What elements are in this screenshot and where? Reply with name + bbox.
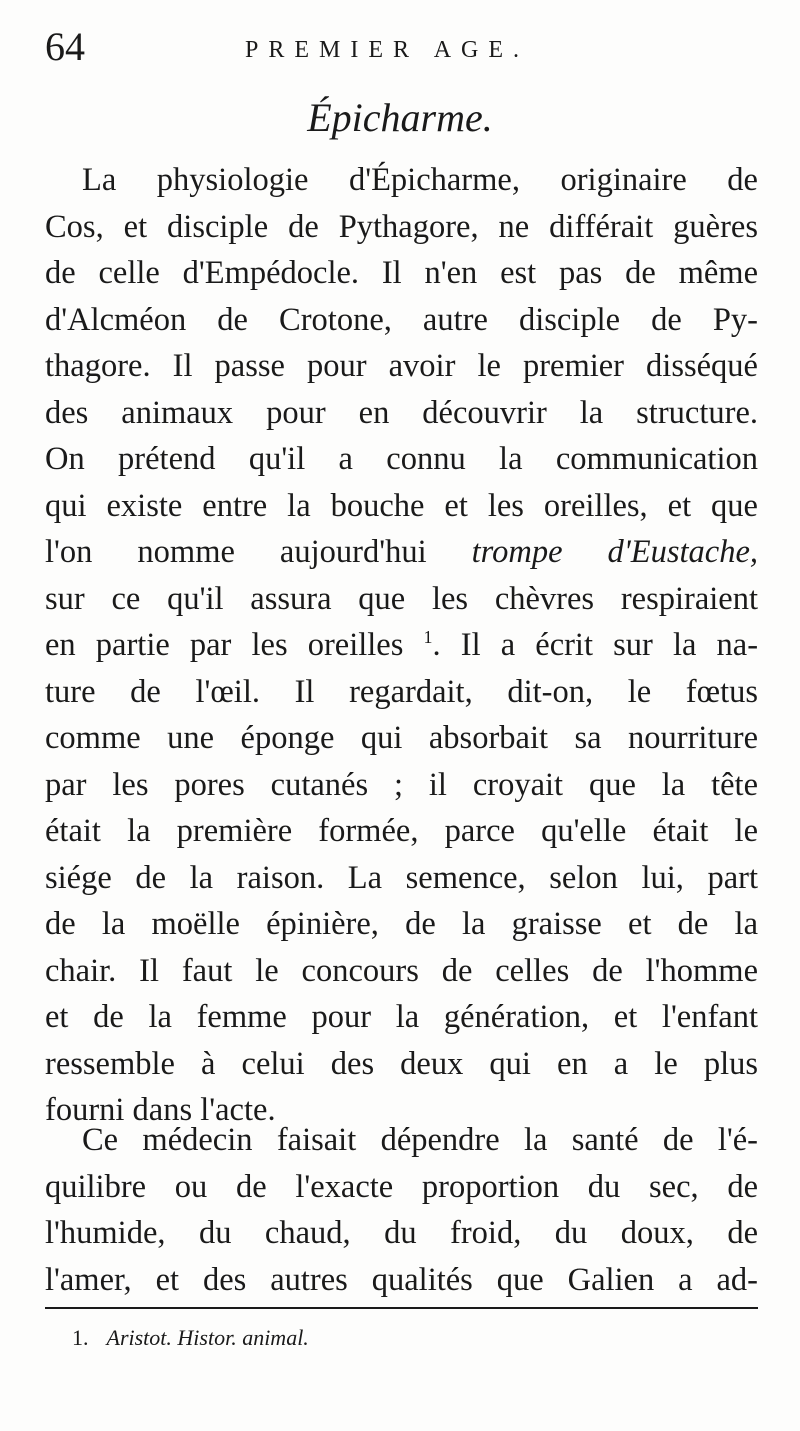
text-line: des animaux pour en découvrir la structure. <box>45 394 758 431</box>
text-line: quilibre ou de l'exacte proportion du sec, de <box>45 1168 758 1205</box>
page-number: 64 <box>45 24 85 69</box>
text-line: l'amer, et des autres qualités que Galien a ad- <box>45 1261 758 1298</box>
footnote-divider <box>45 1307 758 1309</box>
text-line: siége de la raison. La semence, selon lui, part <box>45 859 758 896</box>
text-line: de la moëlle épinière, de la graisse et de la <box>45 906 758 942</box>
text-line: Cos, et disciple de Pythagore, ne différait guères <box>45 208 758 245</box>
text-line: qui existe entre la bouche et les oreilles, et que <box>45 487 758 524</box>
text-line: La physiologie d'Épicharme, originaire de <box>82 162 758 198</box>
section-title: Épicharme. <box>307 95 493 140</box>
running-title: PREMIER AGE. <box>245 37 530 63</box>
footnote-mark: 1. <box>72 1325 89 1350</box>
footnote-reference[interactable]: 1 <box>423 627 433 647</box>
running-head <box>45 22 755 72</box>
italic-term: trompe d'Eustache, <box>471 534 758 570</box>
text-line: thagore. Il passe pour avoir le premier disséqué <box>45 348 758 384</box>
text-line <box>45 622 758 669</box>
text-line: l'humide, du chaud, du froid, du doux, de <box>45 1215 758 1251</box>
text-line: comme une éponge qui absorbait sa nourriture <box>45 720 758 756</box>
text-line: de celle d'Empédocle. Il n'en est pas de même <box>45 255 758 291</box>
text-line: chair. Il faut le concours de celles de l'homme <box>45 952 758 989</box>
text-line <box>45 529 758 576</box>
paragraph-2 <box>45 1117 758 1303</box>
text-line: par les pores cutanés ; il croyait que la tête <box>45 766 758 803</box>
text-line: ressemble à celui des deux qui en a le plus <box>45 1045 758 1082</box>
text-segment: en partie par les oreilles <box>45 627 404 663</box>
text-line: On prétend qu'il a connu la communication <box>45 441 758 477</box>
text-line: était la première formée, parce qu'elle était le <box>45 813 758 849</box>
text-segment: . Il a écrit sur la na- <box>432 627 759 663</box>
text-line: sur ce qu'il assura que les chèvres respiraient <box>45 580 758 617</box>
text-line: et de la femme pour la génération, et l'enfant <box>45 999 758 1035</box>
text-line: ture de l'œil. Il regardait, dit-on, le fœtus <box>45 673 758 710</box>
footnote-text: Aristot. Histor. animal. <box>106 1325 309 1350</box>
text-line: Ce médecin faisait dépendre la santé de l'é- <box>82 1122 758 1158</box>
footnote <box>72 1320 309 1356</box>
text-segment: l'on nomme aujourd'hui <box>45 534 427 570</box>
text-line: fourni dans l'acte. <box>45 1092 276 1128</box>
paragraph-1 <box>45 157 758 1134</box>
text-line: d'Alcméon de Crotone, autre disciple de Py- <box>45 301 758 338</box>
